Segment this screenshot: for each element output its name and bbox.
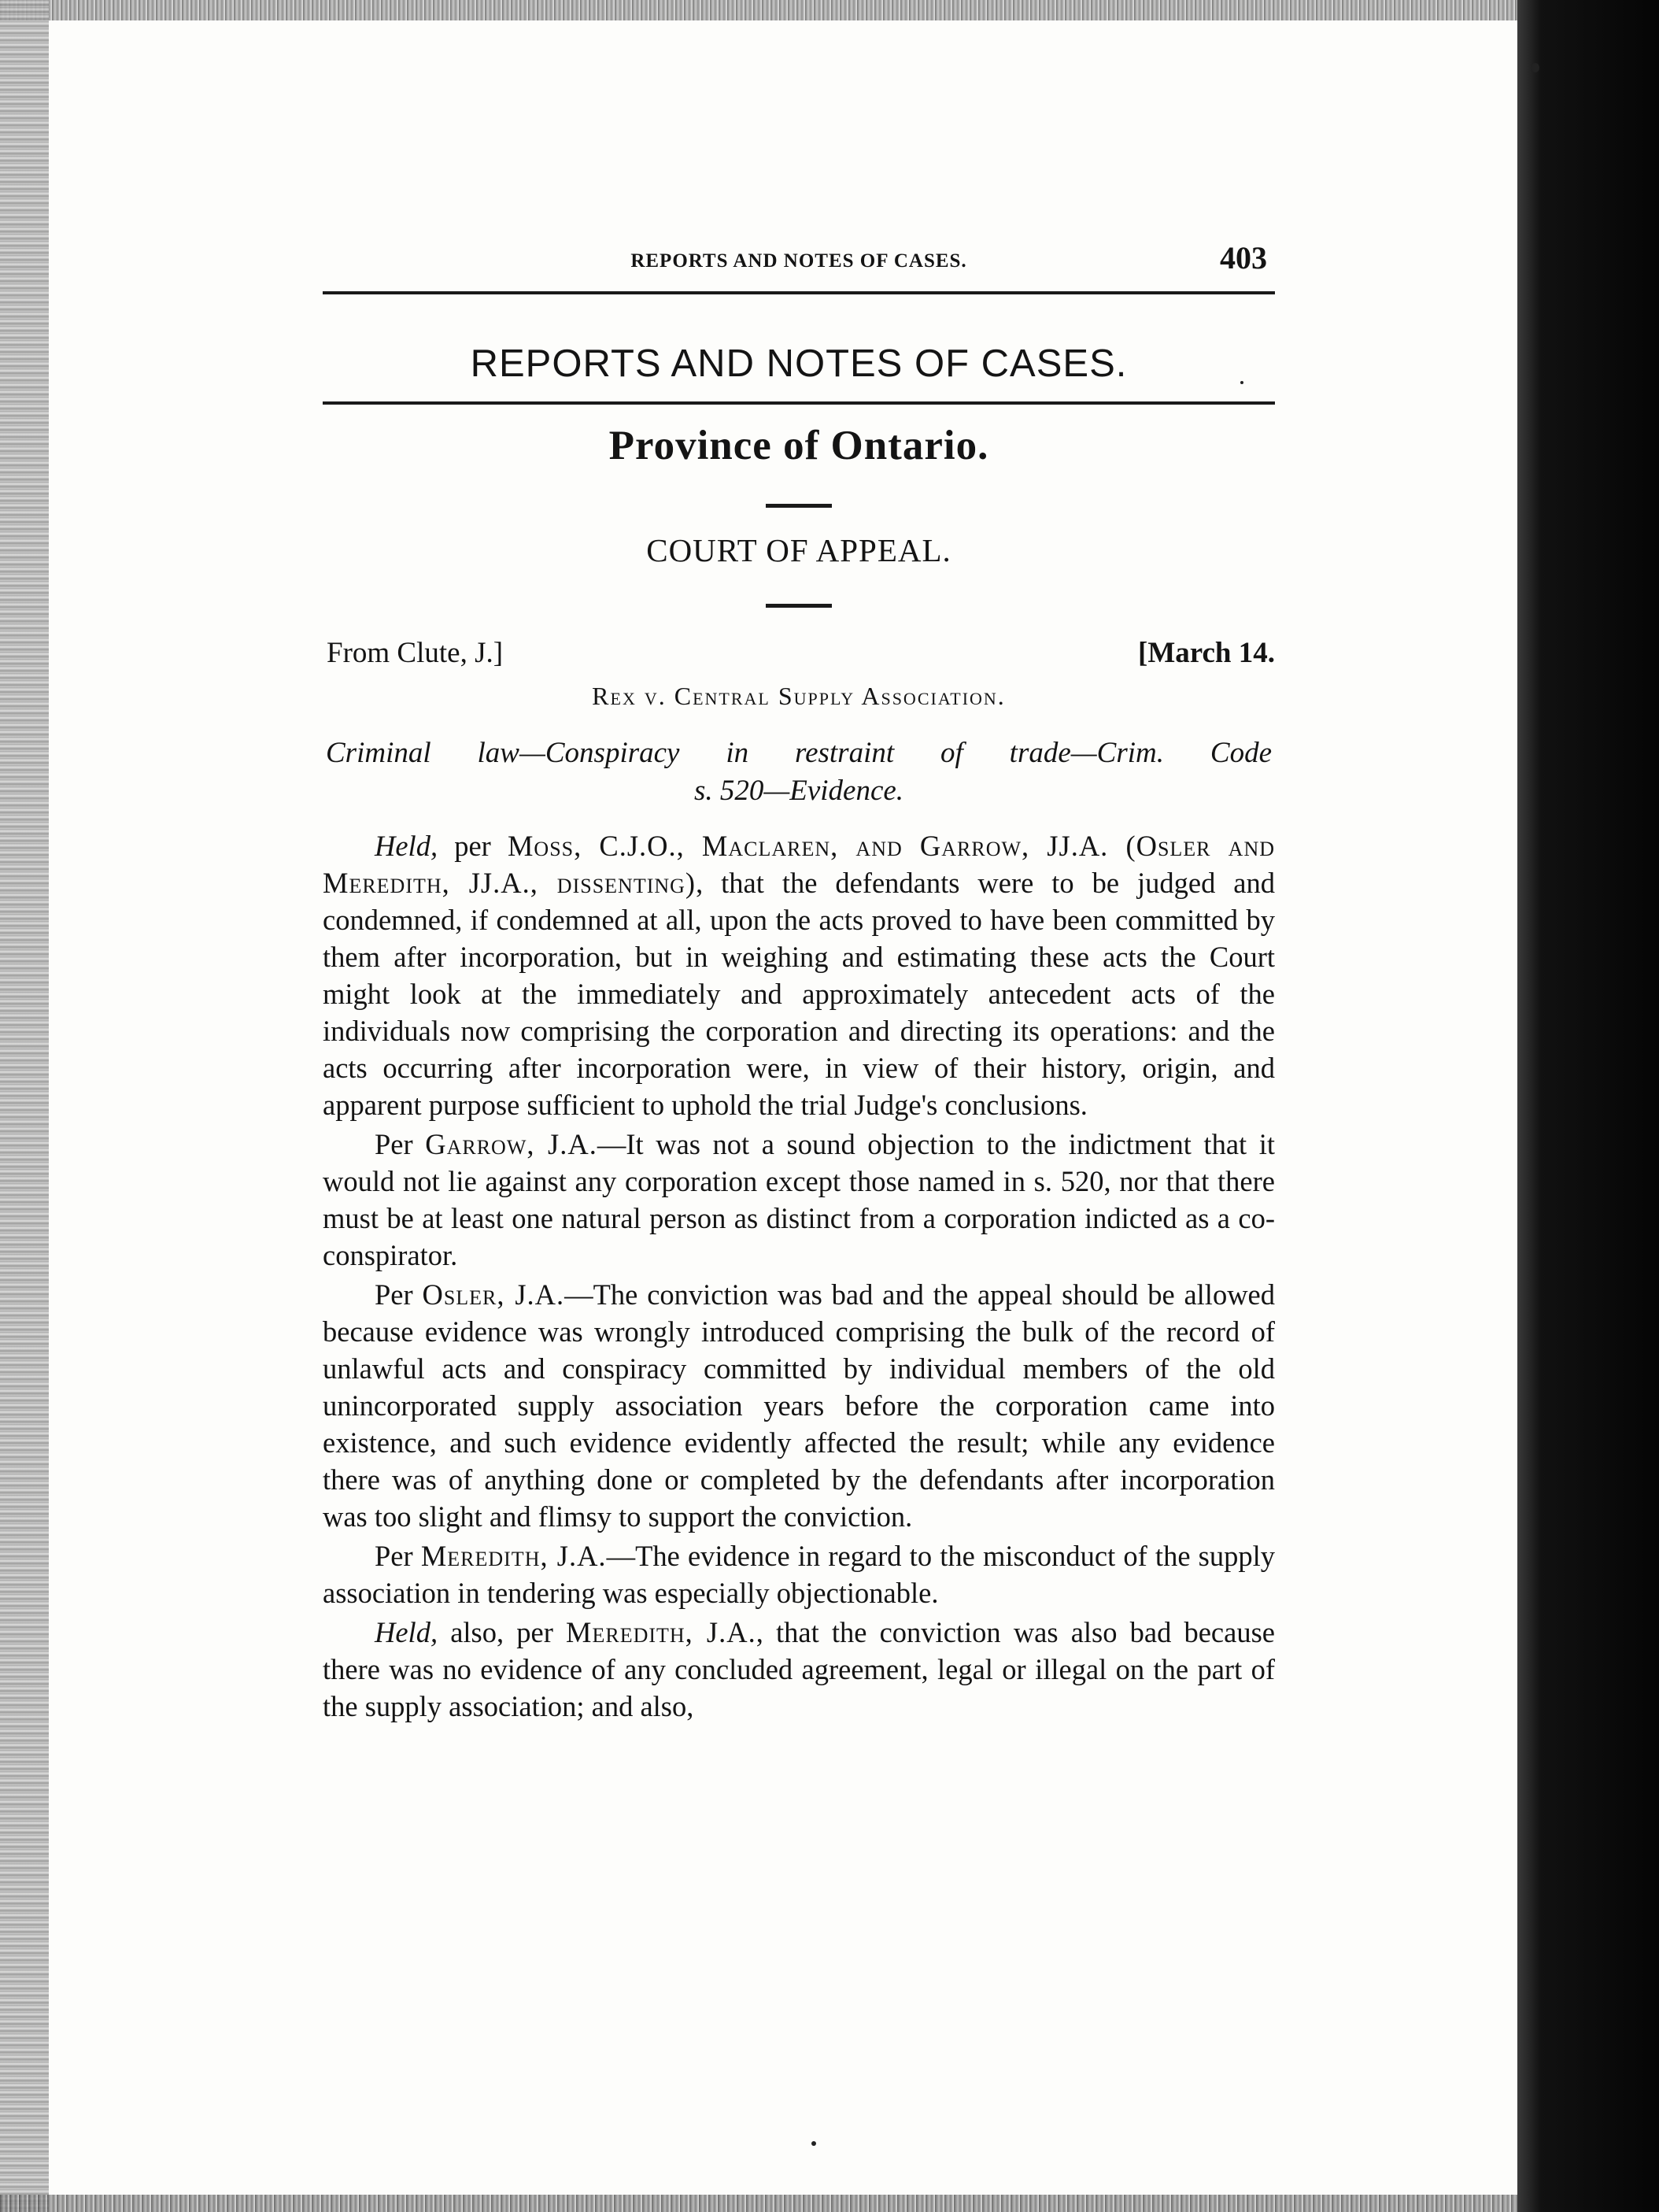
section-title: REPORTS AND NOTES OF CASES. (470, 342, 1128, 385)
headnote-line: Criminal law—Conspiracy in restraint of trade—Crim. Code (326, 737, 1272, 769)
paragraph-lead: Held, (375, 830, 438, 862)
running-head-title: REPORTS AND NOTES OF CASES. (630, 250, 967, 272)
paragraph-text: also, per (438, 1616, 567, 1648)
paragraph-lead: Held, (375, 1616, 438, 1648)
paragraph-per-osler (323, 1276, 1275, 1535)
paragraph-text: per (438, 830, 508, 862)
case-from: From Clute, J.] (327, 637, 504, 669)
paragraph-text: , that the defendants were to be judged and condemned, if condemned at all, upon the acts proved to have been committed by them after incorporation, but in weighing and estimating these acts the Court might look at the immediately and approximately antecedent acts of the individuals now comprising the corporation and directing its operations: and the acts occurring after incorporation were, in view of their history, origin, and apparent purpose sufficient to uphold the trial Judge's conclusions. (323, 867, 1275, 1121)
ornamental-dash (766, 504, 832, 508)
scan-edge-right (1517, 0, 1659, 2212)
paragraph-held (323, 827, 1275, 1123)
scan-speck (811, 2141, 816, 2146)
case-origin-line (323, 636, 1275, 677)
page-content (323, 236, 1275, 1727)
paragraph-text: —The conviction was bad and the appeal should be allowed because evidence was wrongly introduced comprising the bulk of the record of unlawful acts and conspiracy committed by individual members of the old unincorporated supply association years before the corporation came into existence, and such evidence evidently affected the result; while any evidence there was of anything done or completed by the defendants after incorporation was too slight and flimsy to support the conviction. (323, 1278, 1276, 1533)
case-name: Rex v. Central Supply Association. (592, 682, 1006, 710)
judge-names: Moss, C.J.O., Maclaren, and Garrow, JJ.A. (Osler and Meredith, JJ.A., dissenting) (323, 830, 1275, 899)
header-rule (323, 291, 1275, 294)
paragraph-held-also (323, 1614, 1275, 1725)
judge-names: Meredith, J.A. (566, 1616, 756, 1648)
paragraph-text: Per (375, 1128, 426, 1160)
case-date: [March 14. (1138, 637, 1275, 669)
headnote (323, 734, 1275, 810)
scan-edge-left (0, 0, 49, 2212)
scan-edge-bottom (0, 2195, 1517, 2212)
headnote-line: s. 520—Evidence. (693, 775, 904, 807)
scan-speck (1532, 63, 1539, 72)
court-heading: COURT OF APPEAL. (646, 532, 951, 568)
scan-edge-top (0, 0, 1517, 20)
paragraph-text: , that the conviction was also bad because there was no evidence of any concluded agreement, legal or illegal on the part of the supply association; and also, (323, 1616, 1275, 1722)
paragraph-text: —The evidence in regard to the misconduct of the supply association in tendering was especially objectionable. (323, 1540, 1276, 1609)
ornamental-dash (766, 604, 832, 608)
paragraph-per-meredith (323, 1537, 1275, 1611)
paragraph-per-garrow (323, 1126, 1275, 1274)
page-number: 403 (1220, 240, 1267, 276)
judge-names: Meredith, J.A. (420, 1540, 607, 1572)
paragraph-text: Per (375, 1278, 423, 1311)
running-head (323, 236, 1275, 283)
judge-names: Garrow, J.A. (425, 1128, 597, 1160)
paragraph-text: —It was not a sound objection to the indictment that it would not lie against any corporation except those named in s. 520, nor that there must be at least one natural person as distinct from a corporation indicted as a co-conspirator. (323, 1128, 1276, 1271)
judge-names: Osler, J.A. (422, 1278, 565, 1311)
section-rule (323, 401, 1275, 405)
province-heading: Province of Ontario. (608, 423, 989, 468)
paragraph-text: Per (375, 1540, 421, 1572)
case-body (323, 827, 1275, 1725)
